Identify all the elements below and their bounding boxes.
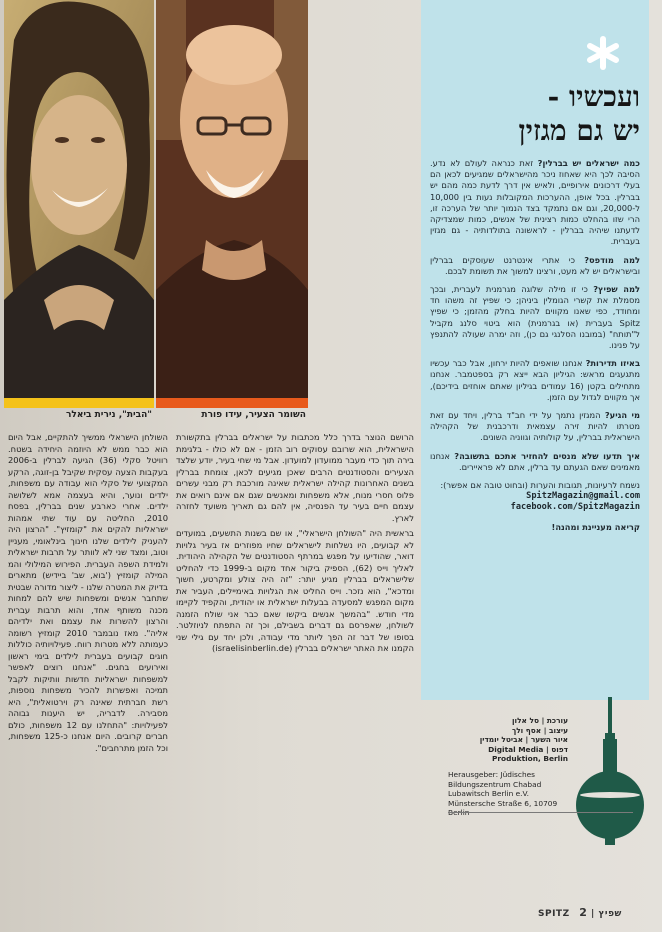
facebook-link[interactable]: facebook.com/SpitzMagazin [510, 502, 640, 513]
paragraph-text: בראשית היה "השולחן הישראלי", או שם בשנות התשעים, במועדים לא קבועים, היו נשלחות לישראלים שחיו מפוזרים אז בעיר גלויות דואר, שהודיעו על מפגש במרתף הסטודנטים של הקהילה היהודית. לאליך וייס (62), הספיק ביקור אחד מקום ב-1999 כדי להחליט שלישראלים בברלין מגיע יותר: "זה היה צולע ומקרטע, חשוך ומדכא", הוא נזכר. וייס החליט את הגלויות באימיילים, העביר את מקום המפגש למסעדה בבעלות ישראלית או יהודית, והקפיד לקיימו מדי חודש. "בהמשך אנשים ביקשו שאם כבר אני שולח הזמנה לשולחן, שאפרסם גם דברים בשבילם, וכך זה התפתח לניוזלטר. בסופו של דבר זה הפך ליותר מדי עבודה, ולכן יחד עם גילי שני הקמנו את האתר ישראלים בברלין [176, 528, 414, 653]
caption-bar-yellow [4, 398, 154, 408]
paragraph-text: זאת כנראה לעולם לא נדע. הסיבה לכך היא שאחוז ניכר מהישראלים שמגיעים לכאן הם בעלי דרכונים אירופיים, ולאיש אין דרך לדעת כמה מהם יש בברלין. בכל אופן, ההערכות המקובלות נעות בין 10,000 ל-20,000, וגם אם נתמקד בצד הנמוך יותר של הערכה זו, הרי שזו בהחלט כמות רצינית של אנשים, כמות שמצדיקה לדעתנו שיהיה בברלין - לראשונה בתולדותיה - גם מגזין בעברית. [430, 158, 640, 247]
spitz-latin: Spitz [619, 317, 640, 328]
portrait-photo-man [156, 0, 308, 398]
footer-brand: SPITZ [538, 909, 570, 919]
credits-divider [448, 812, 633, 813]
paragraph-lead: מי הגיע? [604, 410, 640, 421]
sidebar-paragraph [430, 410, 640, 444]
headline-line-1: ועכשיו - [547, 80, 640, 113]
paragraph-lead: למה שפיץ? [593, 284, 640, 295]
credit-editor: עורכת | סל אלון [512, 716, 568, 725]
sidebar-paragraph [430, 451, 640, 473]
sidebar-paragraph [430, 358, 640, 403]
masthead-credits [448, 716, 568, 818]
sidebar-headline [430, 80, 640, 148]
email-link[interactable]: SpitzMagazin@gmail.com [526, 491, 640, 502]
paragraph-lead: למה מודפס? [584, 254, 640, 265]
page-footer: SPITZ שפיץ | 2 [538, 906, 622, 919]
asterisk-star-icon [586, 36, 620, 70]
credit-illustration: איור השער | אביטל יומדין [479, 735, 568, 745]
paragraph-text: כי אתרי אינטרנט שעוסקים בברלין ובישראלים יש לא מעט, ורצינו למשוך את תשומת לבכם. [430, 254, 640, 276]
paragraph-text: אנחנו מאמינים שאם הגעתם עד ברלין, אתם לא פראיירים. [430, 450, 640, 472]
credit-production: דפוס | Digital Media Produktion, Berlin [488, 744, 568, 764]
paragraph-text: אנחנו שואפים להיות ירחון, אבל כבר עכשיו מתגעגים מראש: הגיליון הבא ייצא רק בספטמבר. אנחנו מתחילים בקטן (16 עמודים בגיליון שאתם אוחזים בידיכם), אך מקווים לגדול עם הזמן. [430, 358, 641, 402]
sidebar-paragraph [430, 284, 640, 351]
paragraph-lead: כמה ישראלים יש בברלין? [537, 158, 640, 168]
caption-bar-orange [156, 398, 308, 408]
publisher-address: Münstersche Straße 6, 10709 [448, 798, 558, 808]
publisher-org: Lubawitsch Berlin e.V. [448, 789, 529, 799]
tv-tower-icon [570, 695, 650, 845]
website-ref: (israelisinberlin.de) [212, 643, 293, 653]
page-number: 2 [579, 906, 588, 919]
paragraph-text: בעברית (או [567, 317, 613, 328]
paragraph-lead: איך תדעו שלא מנסים להחזיר אתכם בתשובה? [454, 450, 641, 461]
headline-line-2: יש גם מגזין [518, 114, 640, 147]
photo-caption-right: השומר הצעיר, עידו פורת [201, 410, 306, 420]
sidebar-paragraph [430, 158, 640, 248]
article-column-right [176, 432, 414, 659]
paragraph-text: בגרמנית) הוא ביטוי סלנג מקביל ל"תותח" (במובנו הסלנגי גם כן), וזה ימרה שעולה להתנפץ על פנינו. [430, 317, 640, 351]
article-paragraph: השולחן הישראלי ממשיך להתקיים, אבל היום הוא כבר ממש לא היוזמה היחידה בשטח. רוויטל סקלי (36) הגיעה לברלין ב-2006 בעקבות הצעה עסקית שקיבל בן-זוגה, הרקע המקצועי של סקלי הוא עבודה עם משפחות, ילדים ונוער, והיא בעצמה אמא לשלושה ילדים. אחרי כארבע שנים בברלין, בפסח 2010, החליטה עם עוד שתי אמהות ישראליות להקים את "קומזיץ". "הרצון היה להעניק לילדים שלנו חינוך בינלאומי, מעניין וטוב, ומצד שני לא לוותר על תרבות ישראלית ולמידת השפה העברית. הפירוש המילולי והמ המילה קומזיץ ('בוא, שב' ביידיש) מתארים בדיוק את המטרה שלנו - ליצור מדורה שבטית שתחבר אנשים ומשפחות שיש להם למחות מכנה משותף אחד, והוא תרבות עברית והרצון להשרות את עצמם ואת ילדיהם אליה". מאז נובמבר 2010 קומזיץ רשומה כעמותה ללא מטרות רווח. פעילויותיה כוללות חוגים קבועים בעברית לילדים בימי ראשון ואירועים בחגים. "אנחנו רוצים לאפשר למשפחות ישראליות חדשות וותיקות לקבל תמיכה ואפשרות להכיר משפחות נוספות, רשת חברתית שאינה רק וירטואלית", היא מסבירה. לדבריה, יש היענות גבוהה לפעילויות: "התחלנו עם 12 משפחות, כולם חברים קרובים. היום אנחנו כ-125 משפחות, וכל הזמן מתרחבים". [8, 432, 169, 753]
paragraph-lead: באיזו תדירות? [585, 358, 640, 369]
sidebar-body [430, 158, 640, 540]
article-paragraph: הרושם הנוצר בדרך כלל מכתבות על ישראלים בברלין בתקשורת הישראלית, הוא שרובם עסוקים רוב הזמן - אם לא כולו - בלגימת בירה תוך כדי מעבר ממועדון למועדון. אבל מי שחי בעיר, יודע שלצד הצעירים והסטודנטים הרבים שאכן מגיעים לכאן, צומחת בברלין בשנים האחרונות קהילה ישראלית שאינה מורכבת רק מבני עשרים פלוס חסרי מנוח, אלא משפחות ומאנשים שגם אם אינם רואים את עצמם חיים בעיר עד הפנסיה, אין להם גם תאריך משועד לחזרה לארץ. [176, 432, 414, 523]
sidebar-paragraph [430, 255, 640, 277]
credit-design: עיצוב | אסף ולך [511, 725, 568, 735]
signoff: קריאה מעניינת ומהנה! [551, 521, 640, 532]
publisher-label: Herausgeber: Jüdisches [448, 769, 536, 779]
contact-block [430, 480, 640, 533]
publisher-name: Bildungszentrum Chabad [448, 779, 542, 789]
portrait-photo-woman [4, 0, 154, 398]
paragraph-text: המגזין נתמך על ידי חב"ד ברלין, ויחד עם זאת מטרתו להיות זירה עצמאית ודרכבנית של הקהילה הישראלית בברלין, על קולותיה וגווניה השונים. [430, 410, 640, 443]
article-paragraph [176, 528, 414, 655]
contact-intro: נשמח לרעיונות, תגובות והערות (ובחוט טובה אם אפשר): [440, 480, 640, 491]
footer-brand-hebrew: שפיץ [598, 909, 622, 919]
photo-caption-left: "הבית", נירית ביאלר [65, 410, 152, 420]
article-column-left [8, 432, 168, 758]
paragraph-text: כי זו מילה שלוגה מגרמנית לעברית, ובכך מסמלת את קשרי הגומלין ביניהן; כי שפיץ זה משהו חד ומחודד, כפי שאנו מקווים להיות בחלק מהזמן; כי שפיץ [430, 284, 640, 317]
